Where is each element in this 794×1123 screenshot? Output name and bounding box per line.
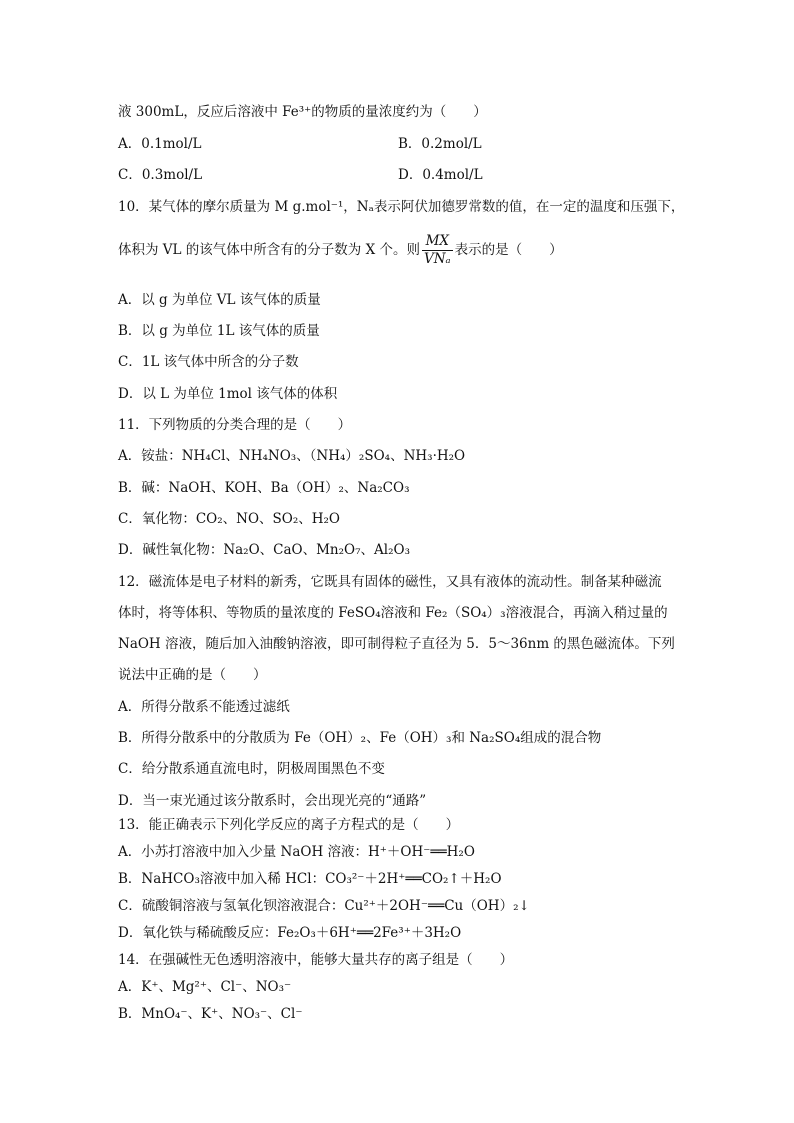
q9-option-c: C．0.3mol/L [118, 167, 203, 183]
q12-stem-line1: 12．磁流体是电子材料的新秀，它既具有固体的磁性，又具有液体的流动性。制备某种磁流 [118, 574, 662, 590]
q12-stem-line4: 说法中正确的是（ ） [118, 667, 267, 683]
q10-option-b: B．以 g 为单位 1L 该气体的质量 [118, 323, 320, 339]
q9-option-a: A．0.1mol/L [118, 136, 202, 152]
q10-option-a: A．以 g 为单位 VL 该气体的质量 [118, 292, 321, 308]
q12-stem-line3: NaOH 溶液，随后加入油酸钠溶液，即可制得粒子直径为 5．5～36nm 的黑色磁流体。下列 [118, 636, 675, 652]
q11-option-a: A．铵盐：NH₄Cl、NH₄NO₃、（NH₄）₂SO₄、NH₃·H₂O [118, 448, 466, 464]
q12-option-d: D．当一束光通过该分散系时，会出现光亮的“通路” [118, 793, 427, 809]
q14-option-a: A．K⁺、Mg²⁺、Cl⁻、NO₃⁻ [118, 979, 292, 995]
q12-option-b: B．所得分散系中的分散质为 Fe（OH）₂、Fe（OH）₃和 Na₂SO₄组成的混合物 [118, 730, 602, 746]
q13-stem: 13．能正确表示下列化学反应的离子方程式的是（ ） [118, 817, 460, 833]
q11-option-d: D．碱性氧化物：Na₂O、CaO、Mn₂O₇、Al₂O₃ [118, 542, 410, 558]
q9-option-b: B．0.2mol/L [398, 136, 482, 152]
q10-stem-line1: 10．某气体的摩尔质量为 M g.mol⁻¹，Nₐ表示阿伏加德罗常数的值，在一定的温度和压强下， [118, 199, 685, 215]
q13-option-a: A．小苏打溶液中加入少量 NaOH 溶液：H⁺＋OH⁻══H₂O [118, 844, 475, 860]
q11-stem: 11．下列物质的分类合理的是（ ） [118, 417, 352, 433]
q12-stem-line2: 体时，将等体积、等物质的量浓度的 FeSO₄溶液和 Fe₂（SO₄）₃溶液混合，再滴入稍过量的 [118, 605, 668, 621]
q10-fraction-denominator: VNₐ [424, 251, 451, 267]
q10-stem-post: 表示的是（ ） [454, 242, 563, 258]
q10-stem-pre: 体积为 VL 的该气体中所含有的分子数为 X 个。则 [118, 242, 420, 258]
q10-fraction [422, 233, 453, 268]
q13-option-d: D．氧化铁与稀硫酸反应：Fe₂O₃＋6H⁺══2Fe³⁺＋3H₂O [118, 925, 462, 941]
q10-option-d: D．以 L 为单位 1mol 该气体的体积 [118, 386, 338, 402]
q10-fraction-numerator: MX [422, 233, 453, 251]
q11-option-b: B．碱：NaOH、KOH、Ba（OH）₂、Na₂CO₃ [118, 480, 410, 496]
q13-option-c: C．硫酸铜溶液与氢氧化钡溶液混合：Cu²⁺＋2OH⁻══Cu（OH）₂↓ [118, 898, 530, 914]
q14-stem: 14．在强碱性无色透明溶液中，能够大量共存的离子组是（ ） [118, 952, 514, 968]
q13-option-b: B．NaHCO₃溶液中加入稀 HCl：CO₃²⁻＋2H⁺══CO₂↑＋H₂O [118, 871, 502, 887]
q10-option-c: C．1L 该气体中所含的分子数 [118, 354, 299, 370]
q14-option-b: B．MnO₄⁻、K⁺、NO₃⁻、Cl⁻ [118, 1006, 303, 1022]
q11-option-c: C．氧化物：CO₂、NO、SO₂、H₂O [118, 511, 340, 527]
q12-option-c: C．给分散系通直流电时，阴极周围黑色不变 [118, 761, 385, 777]
q9-option-d: D．0.4mol/L [398, 167, 483, 183]
q10-stem-line2 [118, 232, 563, 268]
q9-stem: 液 300mL，反应后溶液中 Fe³⁺的物质的量浓度约为（ ） [118, 104, 487, 120]
q12-option-a: A．所得分散系不能透过滤纸 [118, 699, 290, 715]
